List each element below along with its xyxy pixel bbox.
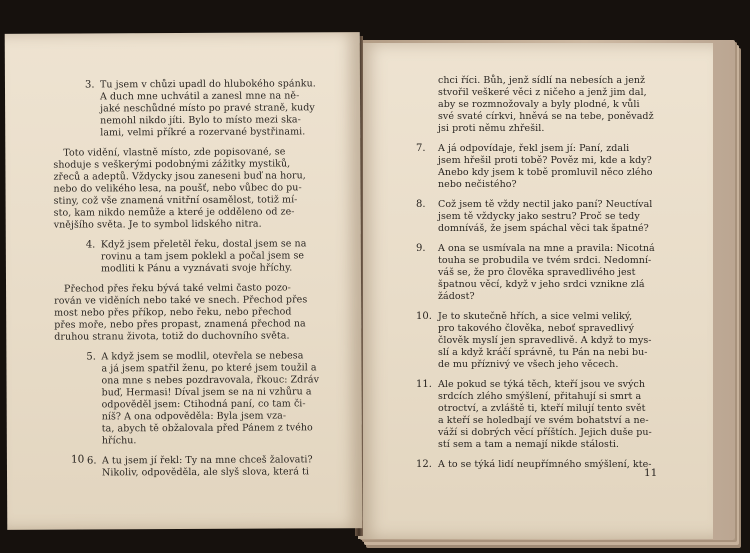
text-line: a kteří se holedbají ve svém bohatství a ne- (438, 415, 649, 426)
text-line: váží si dobrých věcí příštích. Jejich duše pu- (438, 427, 652, 438)
text-line: Anebo kdy jsem k tobě promluvil něco zlého (438, 167, 653, 178)
paragraph-number: 3. (84, 79, 95, 91)
text-line: stvořil veškeré věci z ničeho a jenž jim dal, (438, 87, 647, 98)
text-line: Toto vidění, vlastně místo, zde popisované, se (63, 146, 286, 159)
paragraph-number: 12. (416, 459, 432, 470)
text-line: A tu jsem jí řekl: Ty na mne chceš žalovati? (101, 454, 313, 467)
text-line: A když jsem se modlil, otevřela se nebesa (101, 350, 304, 363)
text-line: rován ve viděních nebo také ve snech. Přechod přes (54, 294, 308, 307)
text-line: pro takového člověka, neboť spravedlivý (438, 323, 635, 334)
text-line: odpověděl jsem: Ctihodná paní, co tam či- (101, 398, 306, 411)
text-line: otroctví, a zvláště ti, kteří milují tento svět (438, 403, 646, 414)
text-line: níš? A ona odpověděla: Byla jsem vza- (101, 410, 287, 423)
text-line: ta, abych tě obžalovala před Pánem z tvého (101, 422, 313, 435)
paragraph-number: 8. (416, 199, 426, 210)
text-line: domníváš, že jsem spáchal věci tak špatné? (438, 223, 649, 234)
paragraph-number: 10. (416, 311, 432, 322)
text-line: hříchu. (101, 435, 137, 447)
text-line: A to se týká lidí neupřímného smýšlení, kte- (438, 459, 652, 470)
text-line: nebo nečistého? (438, 179, 517, 190)
page-number: 10 (70, 453, 85, 466)
text-line: modliti k Pánu a vyznávati svoje hříchy. (100, 262, 293, 275)
text-line: buď, Hermasi! Díval jsem se na ni vzhůru a (101, 386, 312, 399)
text-line: Tu jsem v chůzi upadl do hlubokého spánku. (99, 78, 316, 91)
left-page (5, 32, 363, 530)
page-number: 11 (644, 467, 658, 479)
text-line: Nikoliv, odpověděla, ale slyš slova, která ti (101, 466, 309, 479)
text-line: váš se, že pro člověka spravedlivého jest (438, 267, 636, 278)
text-line: zřeců a adeptů. Vždycky jsou zaneseni buď na horu, (53, 170, 306, 183)
paragraph-number: 11. (416, 379, 432, 390)
text-line: most nebo přes příkop, nebo řeku, nebo přechod (54, 306, 292, 319)
paragraph-number: 4. (85, 239, 96, 251)
text-line: lami, velmi příkré a rozervané bystřinami. (100, 126, 306, 139)
text-line: aby se rozmnožovaly a byly plodné, k vůli (438, 99, 640, 110)
text-line: své svaté církvi, hněvá se na tebe, poněvadž (438, 111, 654, 122)
text-line: špatnou věcí, když v jeho srdci vznikne zlá (438, 279, 645, 290)
text-line: přes moře, nebo přes propast, znamená přechod na (54, 318, 306, 331)
right-page (358, 43, 713, 539)
text-line: A ona se usmívala na mne a pravila: Nicotná (438, 243, 655, 254)
text-line: stí sem a tam a nemají nikde stálosti. (438, 439, 619, 450)
text-line: A duch mne uchvátil a zanesl mne na ně- (100, 90, 300, 103)
text-line: rovinu a tam jsem poklekl a počal jsem se (100, 250, 305, 263)
text-line: sto, kam nikdo nemůže a které je odděleno od ze- (53, 206, 295, 219)
paragraph-number: 7. (416, 143, 426, 154)
text-line: srdcích zlého smýšlení, přitahují si smrt a (438, 391, 642, 402)
text-line: člověk myslí jen spravedlivě. A když to mys- (438, 335, 652, 346)
text-line: Je to skutečně hřích, a sice velmi veliký, (438, 311, 633, 322)
text-line: žádost? (438, 291, 475, 302)
text-line: Přechod přes řeku bývá také velmi často pozo- (64, 282, 291, 295)
text-line: jsem tě vždycky jako sestru? Proč se tedy (438, 211, 640, 222)
text-line: Což jsem tě vždy nectil jako paní? Neuctíval (438, 199, 653, 210)
text-line: Když jsem přeletěl řeku, dostal jsem se na (100, 238, 307, 251)
text-line: stiny, což vše znamená vnitřní osamělost, totiž mí- (53, 194, 298, 207)
text-line: Ale pokud se týká těch, kteří jsou ve svých (438, 379, 646, 390)
paragraph-number: 6. (86, 455, 97, 467)
text-line: nemohl nikdo jíti. Bylo to místo mezi ska- (100, 114, 301, 127)
text-line: jaké neschůdné místo po pravé straně, kudy (100, 102, 315, 115)
text-line: slí a když kráčí správně, tu Pán na nebi bu- (438, 347, 648, 358)
paragraph-number: 9. (416, 243, 426, 254)
text-line: a já jsem spatřil ženu, po které jsem toužil a (101, 362, 317, 375)
text-line: vnějšího světa. Je to symbol lidského nitra. (53, 218, 262, 231)
text-line: touha se probudila ve tvém srdci. Nedomní- (438, 255, 652, 266)
text-line: de mu příznivý ve všech jeho věcech. (438, 359, 619, 370)
text-line: A já odpovídaje, řekl jsem jí: Paní, zdali (438, 143, 630, 154)
text-line: ona mne s nebes pozdravovala, řkouc: Zdráv (101, 374, 320, 387)
paragraph-number: 5. (86, 351, 96, 363)
text-line: jsem hřešil proti tobě? Pověz mi, kde a kdy? (438, 155, 652, 166)
text-line: jsi proti němu zhřešil. (438, 123, 545, 134)
text-line: nebo do velikého lesa, na poušť, nebo vůbec do pu- (53, 182, 302, 195)
text-line: chci říci. Bůh, jenž sídlí na nebesích a jenž (438, 75, 646, 86)
text-line: druhou stranu života, totiž do duchovního světa. (54, 330, 290, 343)
text-line: shoduje s veškerými podobnými zážitky mystiků, (53, 158, 291, 171)
